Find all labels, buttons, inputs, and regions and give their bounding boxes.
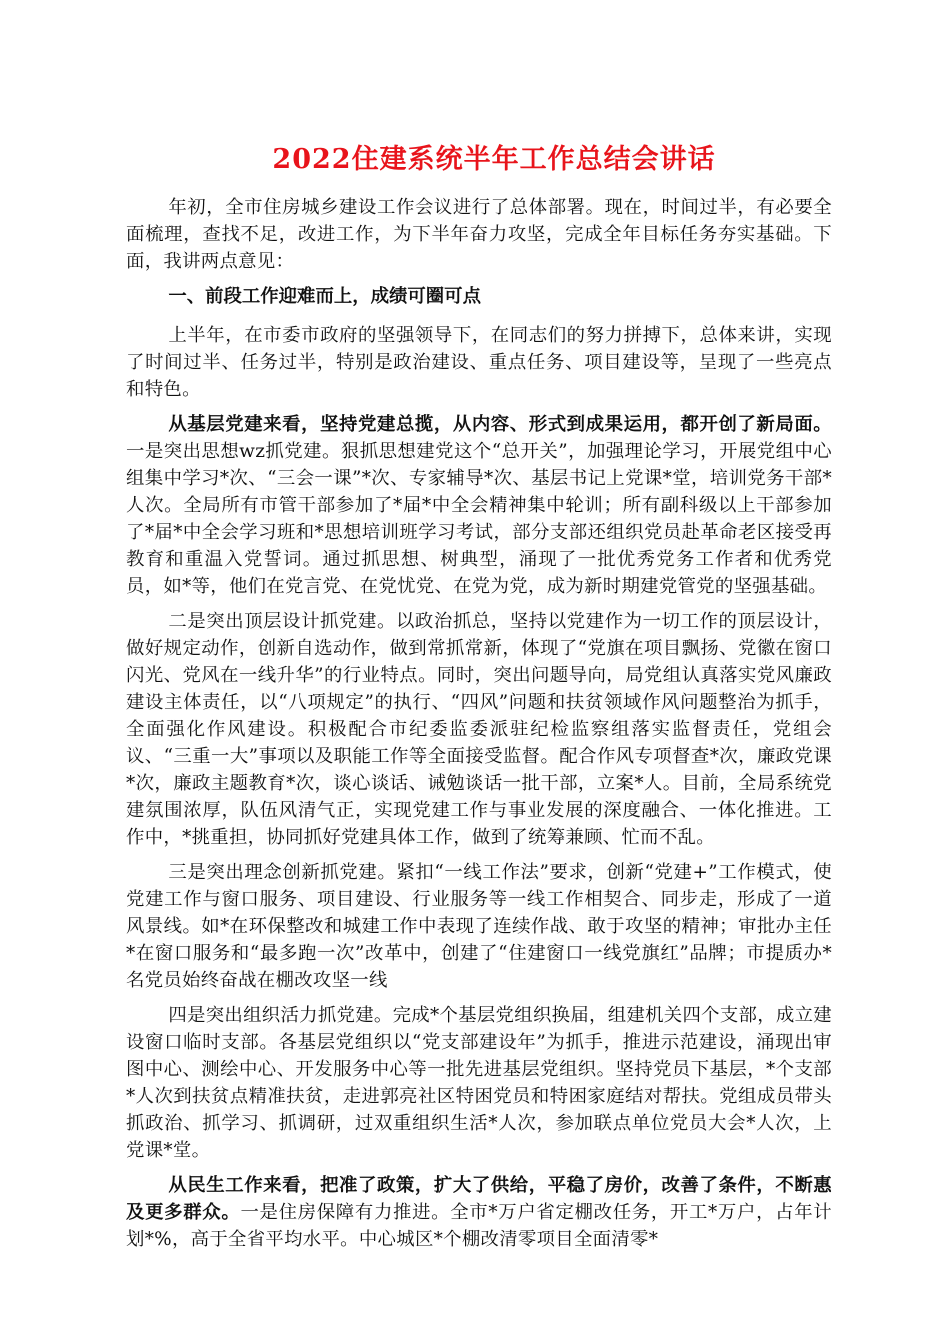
organization-vitality-paragraph: 四是突出组织活力抓党建。完成*个基层党组织换届，组建机关四个支部，成立建设窗口临时支部。各基层党组织以“党支部建设年”为抓手，推进示范建设，涌现出审图中心、测绘中心、开发服务中心等一批先进基层党组织。坚持党员下基层，*个支部*人次到扶贫点精准扶贫，走进郭亮社区特困党员和特困家庭结对帮扶。党组成员带头抓政治、抓学习、抓调研，过双重组织生活*人次，参加联点单位党员大会*人次，上党课*堂。 (126, 1005, 832, 1161)
concept-innovation-paragraph: 三是突出理念创新抓党建。紧扣“一线工作法”要求，创新“党建+”工作模式，使党建工作与窗口服务、项目建设、行业服务等一线工作相契合、同步走，形成了一道风景线。如*在环保整改和城建工作中表现了连续作战、敢于攻坚的精神；审批办主任*在窗口服务和“最多跑一次”改革中，创建了“住建窗口一线党旗红”品牌；市提质办*名党员始终奋战在棚改攻坚一线 (126, 862, 832, 991)
section-heading-1: 一、前段工作迎难而上，成绩可圈可点 (168, 286, 481, 307)
intro-paragraph: 年初，全市住房城乡建设工作会议进行了总体部署。现在，时间过半，有必要全面梳理，查找不足，改进工作，为下半年奋力攻坚，完成全年目标任务夯实基础。下面，我讲两点意见： (126, 197, 832, 272)
livelihood-body: 一是住房保障有力推进。全市*万户省定棚改任务，开工*万户，占年计划*%，高于全省平均水平。中心城区*个棚改清零项目全面清零* (126, 1202, 832, 1250)
document-title: 2022住建系统半年工作总结会讲话 (272, 144, 716, 175)
section1-intro-paragraph: 上半年，在市委市政府的坚强领导下，在同志们的努力拼搏下，总体来讲，实现了时间过半、任务过半，特别是政治建设、重点任务、项目建设等，呈现了一些亮点和特色。 (126, 325, 832, 400)
party-building-body: 一是突出思想wz抓党建。狠抓思想建党这个“总开关”，加强理论学习，开展党组中心组集中学习*次、“三会一课”*次、专家辅导*次、基层书记上党课*堂，培训党务干部*人次。全局所有市管干部参加了*届*中全会精神集中轮训；所有副科级以上干部参加了*届*中全会学习班和*思想培训班学习考试，部分支部还组织党员赴革命老区接受再教育和重温入党誓词。通过抓思想、树典型，涌现了一批优秀党务工作者和优秀党员，如*等，他们在党言党、在党忧党、在党为党，成为新时期建党管党的坚强基础。 (126, 441, 832, 597)
party-building-paragraph (126, 411, 832, 600)
livelihood-paragraph (126, 1172, 832, 1253)
party-building-lead: 从基层党建来看，坚持党建总揽，从内容、形式到成果运用，都开创了新局面。 (168, 414, 832, 435)
top-level-design-paragraph: 二是突出顶层设计抓党建。以政治抓总，坚持以党建作为一切工作的顶层设计，做好规定动作，创新自选动作，做到常抓常新，体现了“党旗在项目飘扬、党徽在窗口闪光、党风在一线升华”的行业特点。同时，突出问题导向，局党组认真落实党风廉政建设主体责任，以“八项规定”的执行、“四风”问题和扶贫领域作风问题整治为抓手，全面强化作风建设。积极配合市纪委监委派驻纪检监察组落实监督责任，党组会议、“三重一大”事项以及职能工作等全面接受监督。配合作风专项督查*次，廉政党课*次，廉政主题教育*次，谈心谈话、诫勉谈话一批干部，立案*人。目前，全局系统党建氛围浓厚，队伍风清气正，实现党建工作与事业发展的深度融合、一体化推进。工作中，*挑重担，协同抓好党建具体工作，做到了统筹兼顾、忙而不乱。 (126, 611, 832, 848)
livelihood-lead: 从民生工作来看，把准了政策，扩大了供给，平稳了房价，改善了条件，不断惠及更多群众。 (126, 1175, 832, 1223)
